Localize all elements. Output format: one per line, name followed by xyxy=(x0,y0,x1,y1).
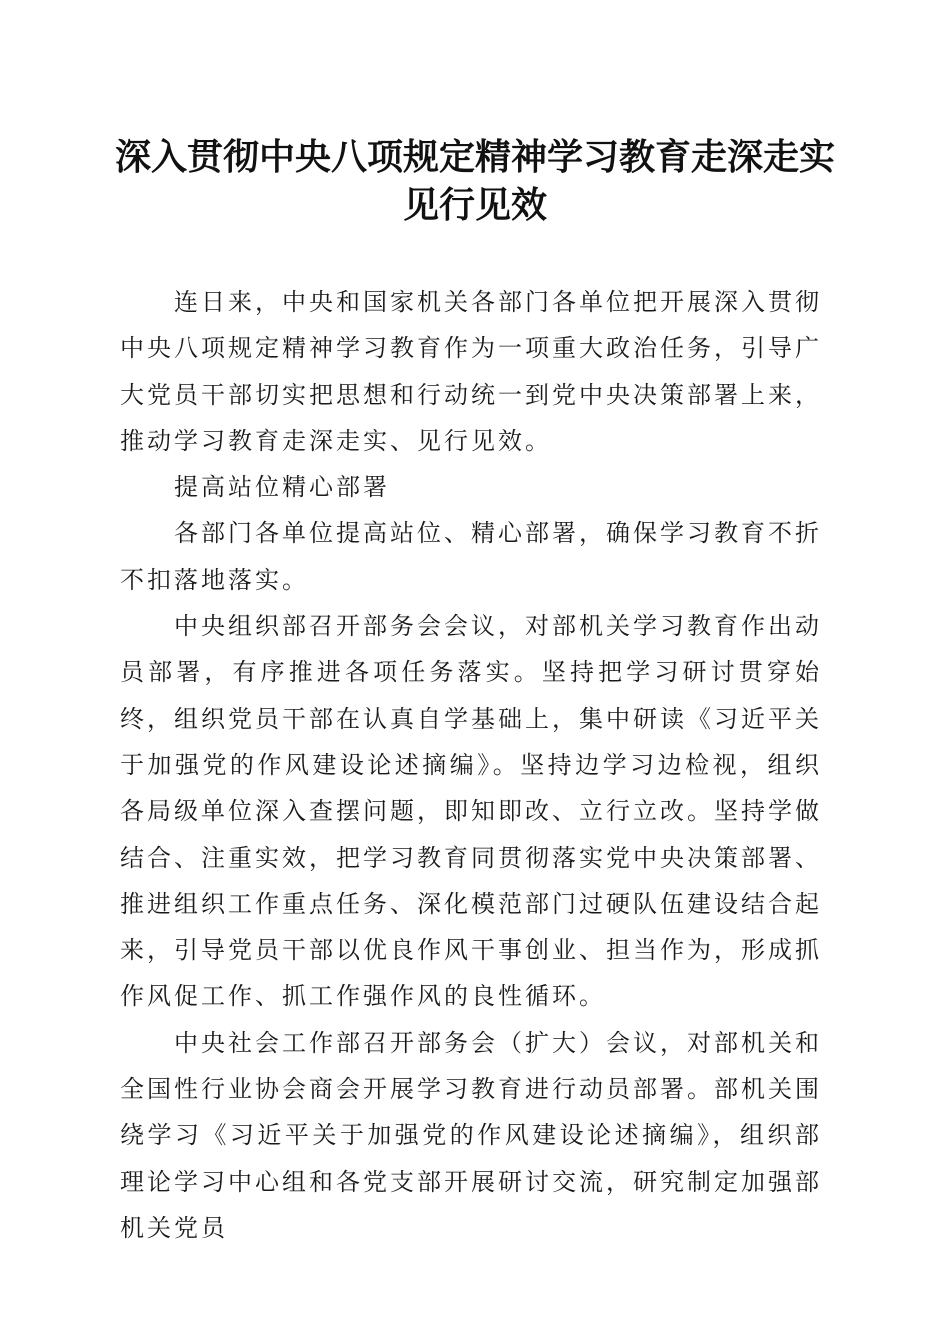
paragraph-section-summary: 各部门各单位提高站位、精心部署，确保学习教育不折不扣落地落实。 xyxy=(120,519,822,594)
paragraph-organization-department: 中央组织部召开部务会会议，对部机关学习教育作出动员部署，有序推进各项任务落实。坚持把学习研讨贯穿始终，组织党员干部在认真自学基础上，集中研读《习近平关于加强党的作风建设论述摘编》。坚持边学习边检视，组织各局级单位深入查摆问题，即知即改、立行立改。坚持学做结合、注重实效，把学习教育同贯彻落实党中央决策部署、推进组织工作重点任务、深化模范部门过硬队伍建设结合起来，引导党员干部以优良作风干事创业、担当作为，形成抓作风促工作、抓工作强作风的良性循环。 xyxy=(120,612,822,1011)
document-title-line-2: 见行见效 xyxy=(402,184,547,226)
paragraph-intro: 连日来，中央和国家机关各部门各单位把开展深入贯彻中央八项规定精神学习教育作为一项重大政治任务，引导广大党员干部切实把思想和行动统一到党中央决策部署上来，推动学习教育走深走实、见行见效。 xyxy=(120,288,822,455)
section-heading: 提高站位精心部署 xyxy=(174,473,390,502)
document-title-line-1: 深入贯彻中央八项规定精神学习教育走深走实 xyxy=(114,136,835,178)
document-body xyxy=(120,279,822,1251)
paragraph-social-work-department: 中央社会工作部召开部务会（扩大）会议，对部机关和全国性行业协会商会开展学习教育进行动员部署。部机关围绕学习《习近平关于加强党的作风建设论述摘编》，组织部理论学习中心组和各党支部开展研讨交流，研究制定加强部机关党员 xyxy=(120,1028,822,1242)
document-title xyxy=(100,133,850,229)
